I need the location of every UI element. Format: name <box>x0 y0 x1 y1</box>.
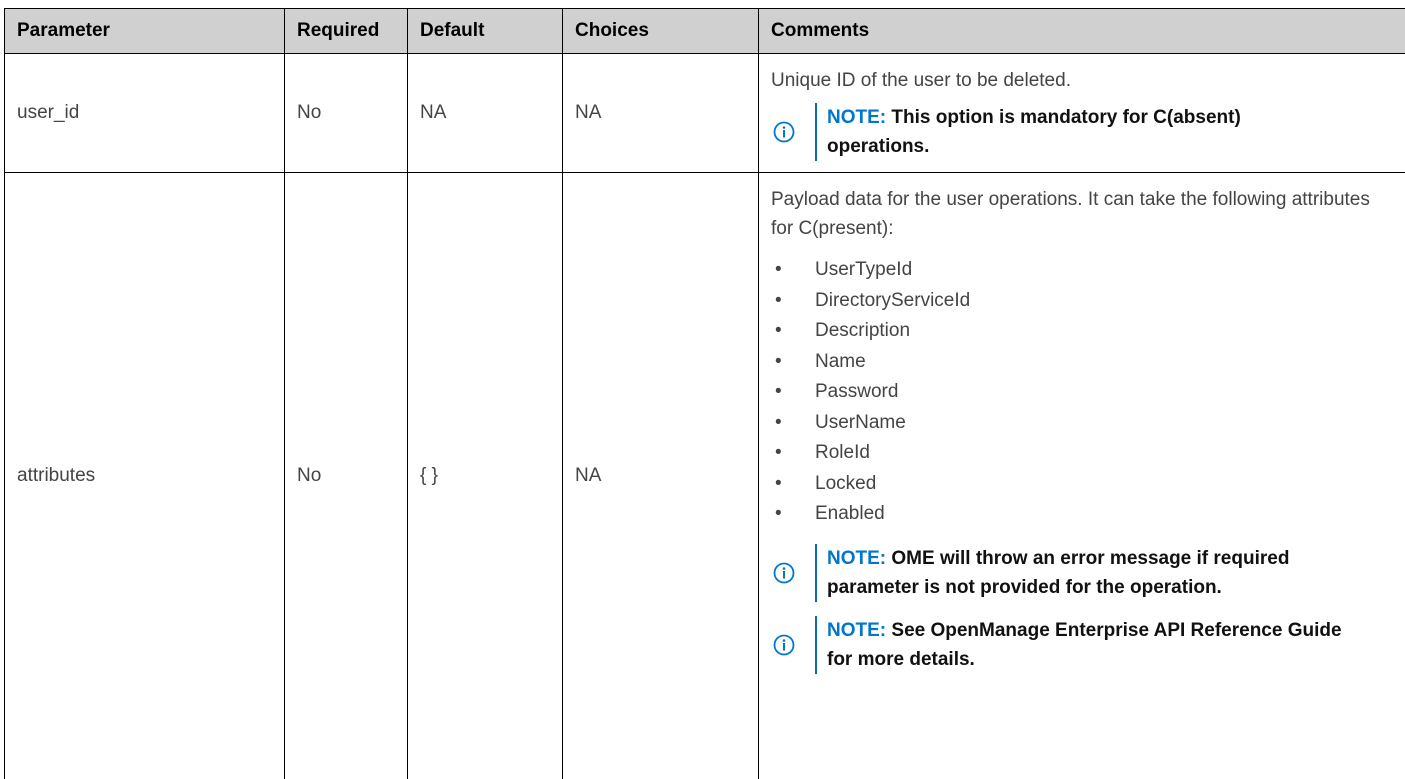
cell-required: No <box>285 173 408 779</box>
bullet-icon: • <box>771 408 815 439</box>
note-body <box>815 544 1367 602</box>
list-item <box>771 499 1393 530</box>
cell-default: { } <box>408 173 563 779</box>
list-item <box>771 469 1393 500</box>
header-parameter: Parameter <box>5 9 285 54</box>
list-item <box>771 438 1393 469</box>
cell-choices: NA <box>563 54 759 173</box>
comment-text: Unique ID of the user to be deleted. <box>771 66 1393 95</box>
cell-required: No <box>285 54 408 173</box>
header-choices: Choices <box>563 9 759 54</box>
note <box>771 103 1393 161</box>
cell-choices: NA <box>563 173 759 779</box>
bullet-icon: • <box>771 499 815 530</box>
list-item-label: RoleId <box>815 438 870 469</box>
cell-comments <box>759 54 1405 173</box>
list-item-label: Password <box>815 377 898 408</box>
list-item-label: Name <box>815 347 866 378</box>
cell-parameter: attributes <box>5 173 285 779</box>
list-item-label: Description <box>815 316 910 347</box>
bullet-icon: • <box>771 286 815 317</box>
list-item <box>771 377 1393 408</box>
info-icon <box>771 121 815 143</box>
cell-default: NA <box>408 54 563 173</box>
bullet-icon: • <box>771 316 815 347</box>
note-text: OME will throw an error message if required parameter is not provided for the operation. <box>827 548 1289 598</box>
note <box>771 616 1393 674</box>
note-body <box>815 103 1267 161</box>
list-item-label: UserTypeId <box>815 255 912 286</box>
table-row <box>5 173 1405 779</box>
list-item <box>771 255 1393 286</box>
header-required: Required <box>285 9 408 54</box>
attribute-list <box>771 255 1393 530</box>
list-item <box>771 347 1393 378</box>
list-item-label: DirectoryServiceId <box>815 286 970 317</box>
parameters-table <box>4 8 1405 779</box>
info-icon <box>771 634 815 656</box>
bullet-icon: • <box>771 255 815 286</box>
note-prefix: NOTE: <box>827 548 886 569</box>
bullet-icon: • <box>771 347 815 378</box>
cell-comments <box>759 173 1405 779</box>
comment-text: Payload data for the user operations. It can take the following attributes for C(present): <box>771 185 1393 243</box>
bullet-icon: • <box>771 469 815 500</box>
note-body <box>815 616 1367 674</box>
header-comments: Comments <box>759 9 1405 54</box>
note <box>771 544 1393 602</box>
list-item <box>771 408 1393 439</box>
list-item <box>771 316 1393 347</box>
table-row <box>5 54 1405 173</box>
list-item <box>771 286 1393 317</box>
cell-parameter: user_id <box>5 54 285 173</box>
bullet-icon: • <box>771 377 815 408</box>
list-item-label: UserName <box>815 408 906 439</box>
bullet-icon: • <box>771 438 815 469</box>
note-text: This option is mandatory for C(absent) operations. <box>827 107 1241 157</box>
table-header-row <box>5 9 1405 54</box>
list-item-label: Locked <box>815 469 876 500</box>
note-prefix: NOTE: <box>827 107 886 128</box>
list-item-label: Enabled <box>815 499 885 530</box>
info-icon <box>771 562 815 584</box>
note-text: See OpenManage Enterprise API Reference Guide for more details. <box>827 620 1342 670</box>
note-prefix: NOTE: <box>827 620 886 641</box>
header-default: Default <box>408 9 563 54</box>
